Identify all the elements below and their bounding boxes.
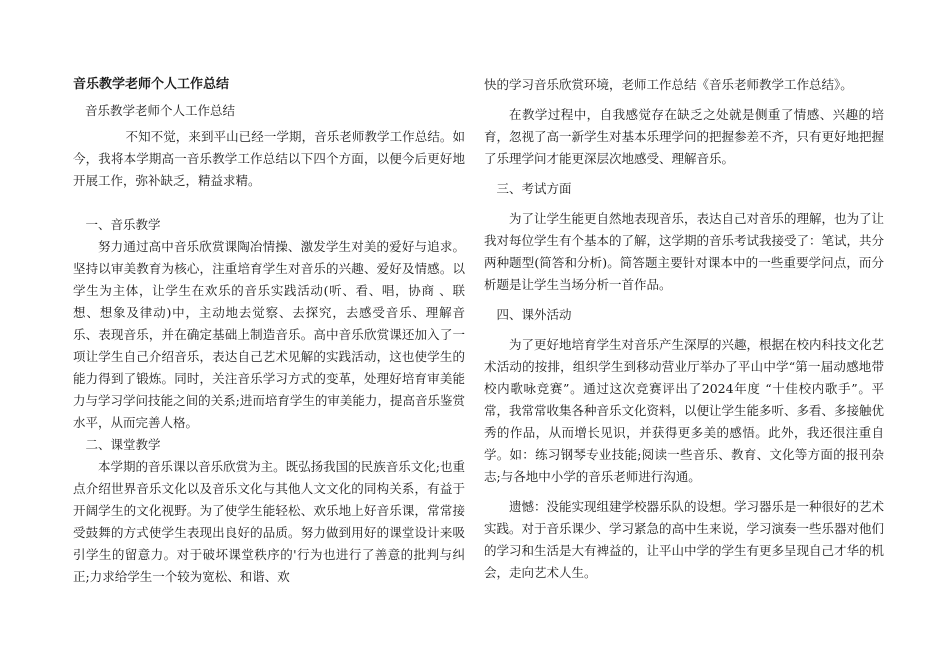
section-paragraph: [73, 456, 465, 588]
spacer: [484, 326, 884, 334]
spacer: [484, 488, 884, 496]
spacer: [73, 192, 465, 214]
section-heading-music-teaching: 一、音乐教学: [85, 217, 161, 232]
section-paragraph-continued: [484, 74, 884, 96]
section-paragraph-part-two: 快的学习音乐欣赏环境，老师工作总结《音乐老师教学工作总结》。: [484, 77, 853, 92]
spacer: [484, 200, 884, 208]
section-paragraph: 为了更好地培育学生对音乐产生深厚的兴趣，根据在校内科技文化艺术活动的按排，组织学生到移动营业厅举办了平山中学“第一届动感地带校内歌咏竞赛”。通过这次竞赛评出了2024年度 “十佳校内歌手”。平常，我常常收集各种音乐文化资料，以便让学生能多听、多看、多接触优秀的作品，从而增长见识，并获得更多美的感悟。此外，我还很注重自学。如：练习钢琴专业技能;阅读一些音乐、教育、文化等方面的报刊杂志;与各地中小学的音乐老师进行沟通。: [484, 337, 885, 484]
section-paragraph-part-one: 本学期的音乐课以音乐欣赏为主。既弘扬我国的民族音乐文化;也重点介绍世界音乐文化以及音乐文化与其他人文文化的同构关系，有益于开阔学生的文化视野。为了使学生能轻松、欢乐地上好音乐课，常常接受鼓舞的方式使学生表现出良好的品质。努力做到用好的课堂设计来吸引学生的留意力。对于破坏课堂秩序的'行为也进行了善意的批判与纠正;力求给学生一个较为宽松、和谐、欢: [73, 459, 465, 584]
section-heading-classroom-teaching: 二、课堂教学: [85, 437, 161, 452]
spacer: [484, 296, 884, 304]
section-paragraph: 遗憾：没能实现组建学校器乐队的设想。学习器乐是一种很好的艺术实践。对于音乐课少、学习紧急的高中生来说，学习演奏一些乐器对他们的学习和生活是大有裨益的，让平山中学的学生有更多呈现自己才华的机会，走向艺术人生。: [484, 499, 885, 580]
section-heading-extracurricular: 四、课外活动: [496, 307, 572, 322]
section-paragraph: 努力通过高中音乐欣赏课陶冶情操、激发学生对美的爱好与追求。坚持以审美教育为核心，注重培育学生对音乐的兴趣、爱好及情感。以学生为主体，让学生在欢乐的音乐实践活动(听、看、唱，协商 、联想、想象及律动)中，主动地去觉察、去探究，去感受音乐、理解音乐、表现音乐，并在确定基础上制造音乐。高中音乐欣赏课还加入了一项让学生自己介绍音乐，表达自己艺术见解的实践活动，这也使学生的能力得到了锻炼。同时，关注音乐学习方式的变革，处理好培育审美能力与学习学问技能之间的关系;进而培育学生的审美能力，提高音乐鉴赏水平，从而完善人格。: [73, 239, 465, 430]
document-title: 音乐教学老师个人工作总结: [73, 77, 230, 92]
document-subtitle: 音乐教学老师个人工作总结: [85, 103, 236, 118]
left-column: [73, 74, 465, 588]
section-heading-exams: 三、考试方面: [496, 181, 572, 196]
section-paragraph: 为了让学生能更自然地表现音乐，表达自己对音乐的理解，也为了让我对每位学生有个基本的了解，这学期的音乐考试我接受了：笔试，共分两种题型(简答和分析)。简答题主要针对课本中的一些重要学问点，而分析题是让学生当场分析一首作品。: [484, 211, 885, 292]
section-paragraph: 在教学过程中，自我感觉存在缺乏之处就是侧重了情感、兴趣的培育，忽视了高一新学生对基本乐理学问的把握参差不齐，只有更好地把握了乐理学问才能更深层次地感受、理解音乐。: [484, 107, 885, 166]
intro-paragraph: 不知不觉，来到平山已经一学期，音乐老师教学工作总结。如今，我将本学期高一音乐教学工作总结以下四个方面，以便今后更好地开展工作，弥补缺乏，精益求精。: [73, 129, 465, 188]
spacer: [484, 170, 884, 178]
spacer: [484, 96, 884, 104]
right-column: [484, 74, 884, 584]
